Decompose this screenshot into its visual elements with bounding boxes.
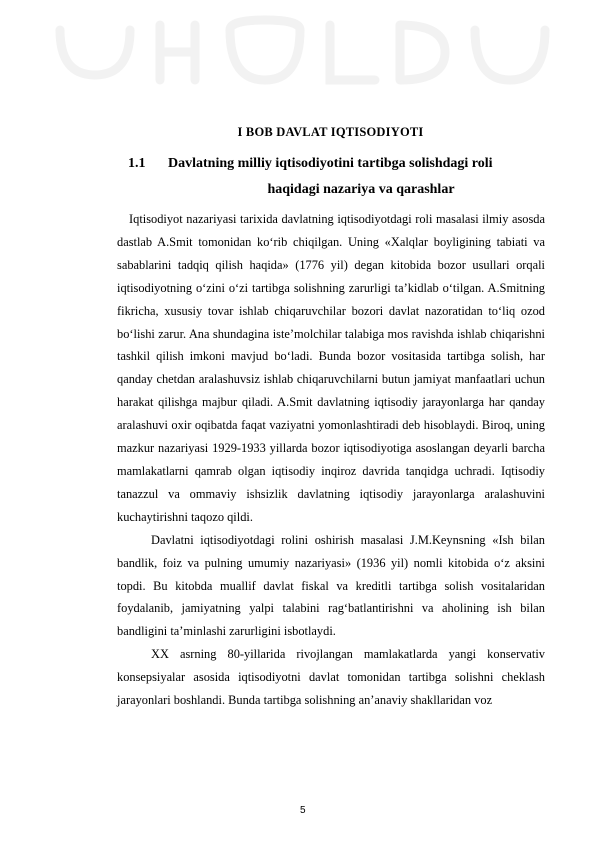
faded-watermark	[0, 0, 595, 110]
body-text	[117, 208, 545, 712]
section-number: 1.1	[128, 156, 146, 171]
paragraph: Iqtisodiyot nazariyasi tarixida davlatning iqtisodiyotdagi roli masalasi ilmiy asosda dastlab A.Smit tomonidan ko‘rib chiqilgan. Uning «Xalqlar boyligining tabiati va sabablarini tadqiq qilish haqida» (1776 yil) degan kitobida bozor usullari orqali iqtisodiyotning o‘zini o‘zi tartibga solishning zarurligi ta’kidlab o‘tilgan. A.Smitning fikricha, xususiy tovar ishlab chiqaruvchilar bozori davlat nazoratidan to‘liq ozod bo‘lishi zarur. Ana shundagina iste’molchilar talabiga mos ravishda ishlab chiqarishni tashkil qilish imkoni mavjud bo‘ladi. Bunda bozor vositasida tartibga solish, har qanday chetdan aralashuvsiz ishlab chiqaruvchilarni butun jamiyat manfaatlari uchun harakat qilishga majbur qiladi. A.Smit davlatning iqtisodiy jarayonlarga har qanday aralashuvi oxir oqibatda faqat vaziyatni yomonlashtiradi deb hisoblaydi. Biroq, uning mazkur nazariyasi 1929-1933 yillarda bozor iqtisodiyotiga asoslangan deyarli barcha mamlakatlarni qamrab olgan iqtisodiy inqiroz davrida tanqidga uchradi. Iqtisodiy tanazzul va ommaviy ishsizlik davlatning iqtisodiy jarayonlarga aralashuvini kuchaytirishni taqozo qildi.	[117, 212, 545, 524]
chapter-title: I BOB DAVLAT IQTISODIYOTI	[237, 125, 424, 139]
watermark-shapes-icon	[0, 0, 595, 110]
section-title-line-1: Davlatning milliy iqtisodiyotini tartibga solishdagi roli	[168, 156, 493, 171]
section-title-line-2: haqidagi nazariya va qarashlar	[267, 182, 455, 197]
paragraph: Davlatni iqtisodiyotdagi rolini oshirish masalasi J.M.Keynsning «Ish bilan bandlik, foiz va pulning umumiy nazariyasi» (1936 yil) nomli kitobida o‘z aksini topdi. Bu kitobda muallif davlat fiskal va kreditli tartibga solish vositalaridan foydalanib, jamiyatning yalpi talabini rag‘batlantirishni va aholining ish bilan bandligini ta’minlashi zarurligini isbotlaydi.	[117, 532, 545, 639]
paragraph: XX asrning 80-yillarida rivojlangan mamlakatlarda yangi konservativ konsepsiyalar asosida iqtisodiyotni davlat tomonidan tartibga solishni cheklash jarayonlari boshlandi. Bunda tartibga solishning an’anaviy shakllaridan voz	[117, 647, 545, 708]
page-number: 5	[300, 805, 306, 816]
